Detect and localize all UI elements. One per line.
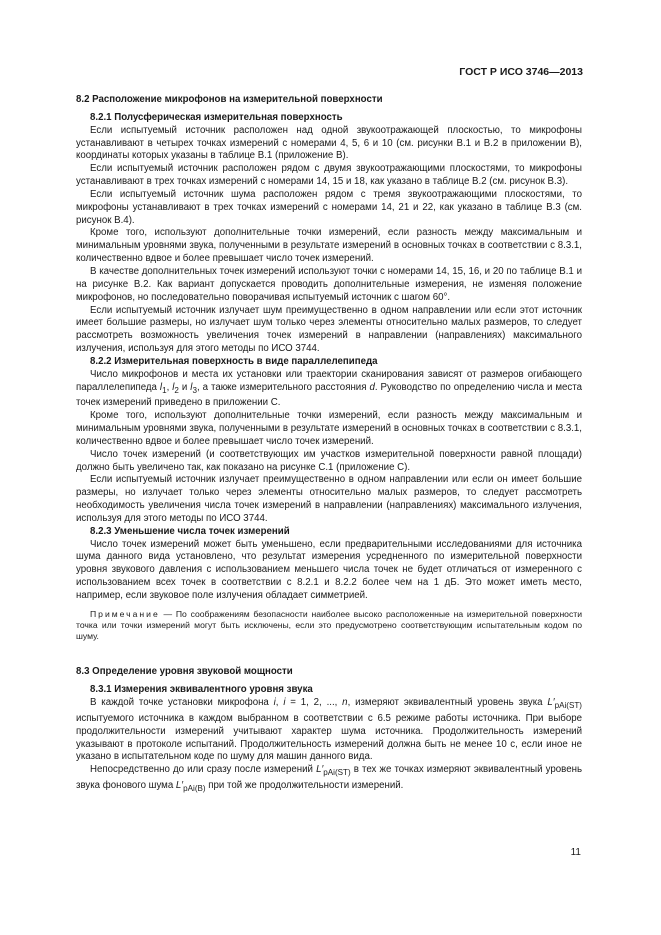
symbol-lpai-b: L′ (175, 780, 184, 792)
paragraph: Кроме того, используют дополнительные точки измерений, если разность между максимальным и минимальным уровнями звука, полученными в результате измерений в основных точках в соответствии с 8.3.1, количественно вдвое и более превышает число точек измерений. (76, 227, 582, 265)
note-label: Примечание (90, 608, 160, 619)
paragraph: Кроме того, используют дополнительные точки измерений, если разность между максимальным и минимальным уровнями звука, полученными в результате измерений в основных точках в соответствии с 8.3.1, количественно вдвое и более превышает число точек измерений. (76, 410, 582, 447)
document-header: ГОСТ Р ИСО 3746—2013 (459, 66, 583, 78)
section-8-2-1-heading: 8.2.1 Полусферическая измерительная поверхность (90, 111, 343, 123)
paragraph-background: Непосредственно до или сразу после измерений $L'_{pAi(ST)}$ в тех же точках измеряют эквивалентный уровень звука фонового шума $L'_{pAi(B)}$ при той же продолжительности измерений. (76, 764, 582, 794)
paragraph: Число точек измерений (и соответствующих им участков измерительной поверхности равной площади) должно быть увеличено так, как показано на рисунке С.1 (приложение С). (76, 448, 582, 473)
paragraph-dimensions: Число микрофонов и места их установки или траектории сканирования зависят от размеров огибающего параллелепипеда $l_1$, $l_2$ и $l_3$, а также измерительного расстояния d. Руководство по определению числа и места точек измерений приведено в приложении С. (76, 368, 582, 409)
var-l2: l (172, 381, 175, 393)
section-8-2-heading: 8.2 Расположение микрофонов на измерительной поверхности (76, 94, 383, 105)
paragraph-measurement: В каждой точке установки микрофона i, i = 1, 2, ..., n, измеряют эквивалентный уровень звука $L'_{pAi(ST)}$ испытуемого источника в каждом выбранном в соответствии с 6.5 режиме работы источника. При выборе продолжительности измерений учитывают характер шума источника. Продолжительность измерений указывают в протоколе испытаний. Продолжительность измерений должна быть не менее 10 с, если иное не указано в испытательном коде по шуму для машин данного вида. (76, 697, 582, 763)
page-number: 11 (570, 847, 581, 858)
paragraph: Если испытуемый источник шума расположен рядом с тремя звукоотражающими плоскостями, то микрофоны устанавливают в трех точках измерений с номерами 14, 21 и 22, как указано в таблице В.3 (см. рисунок В.4). (76, 188, 582, 226)
section-8-2-3-heading: 8.2.3 Уменьшение числа точек измерений (90, 525, 290, 537)
paragraph: Если испытуемый источник расположен рядом с двумя звукоотражающими плоскостями, то микрофоны устанавливают в трех точках измерений с номерами 14, 15 и 18, как указано в таблице В.2 (см. рисунок В.3). (76, 163, 582, 188)
paragraph: Число точек измерений может быть уменьшено, если предварительными исследованиями для источника шума данного вида установлено, что результат измерения усредненного по измерительной поверхности уровня звукового давления с использованием меньшего числа точек не будет отличаться от измеренного с использованием всех точек в соответствии с 8.2.1 и 8.2.2 более чем на 1 дБ. Это может иметь место, например, если звуковое поле излучения обладает симметрией. (76, 538, 582, 601)
var-d: d (369, 381, 375, 393)
var-l3: l (190, 381, 193, 393)
note: Примечание — По соображениям безопасности наиболее высоко расположенные на измерительной поверхности точка или точки измерений могут быть исключены, если это предусмотрено соответствующим испытательным кодом по шуму. (76, 608, 582, 642)
section-8-3-1-heading: 8.3.1 Измерения эквивалентного уровня звука (90, 684, 313, 696)
paragraph: Если испытуемый источник расположен над одной звукоотражающей плоскостью, то микрофоны устанавливают в четырех точках измерений с номерами 4, 5, 6 и 10 (см. рисунки В.1 и В.2 в приложении В), координаты которых указаны в таблице В.1 (приложение В). (76, 124, 582, 162)
section-8-3-heading: 8.3 Определение уровня звуковой мощности (76, 666, 293, 678)
paragraph: В качестве дополнительных точек измерений используют точки с номерами 14, 15, 16, и 20 по таблице В.1 и на рисунке В.2. Как вариант допускается проводить дополнительные измерения, не изменяя положение микрофонов, но последовательно поворачивая испытуемый источник с шагом 60°. (76, 265, 582, 303)
paragraph: Если испытуемый источник излучает шум преимущественно в одном направлении или если этот источник имеет большие размеры, но излучает шум только через элементы относительно малых размеров, то следует рассмотреть возможность увеличения точек измерений в направлении (направлениях) максимального излучения, используя для этого методы по ИСО 3744. (76, 304, 582, 355)
symbol-lpai-st: L′ (316, 764, 324, 776)
page-content (76, 94, 582, 796)
paragraph: Если испытуемый источник излучает преимущественно в одном направлении или если он имеет большие размеры, но излучает только через элементы относительно малых размеров, то следует рассмотреть необходимость увеличения числа точек измерений в направлении (направлениях) максимального излучения, используя для этого методы по ИСО 3744. (76, 474, 582, 524)
var-l1: l (159, 381, 163, 393)
section-8-2-2-heading: 8.2.2 Измерительная поверхность в виде параллелепипеда (90, 355, 378, 367)
symbol-lpai-st: L′ (547, 697, 555, 709)
